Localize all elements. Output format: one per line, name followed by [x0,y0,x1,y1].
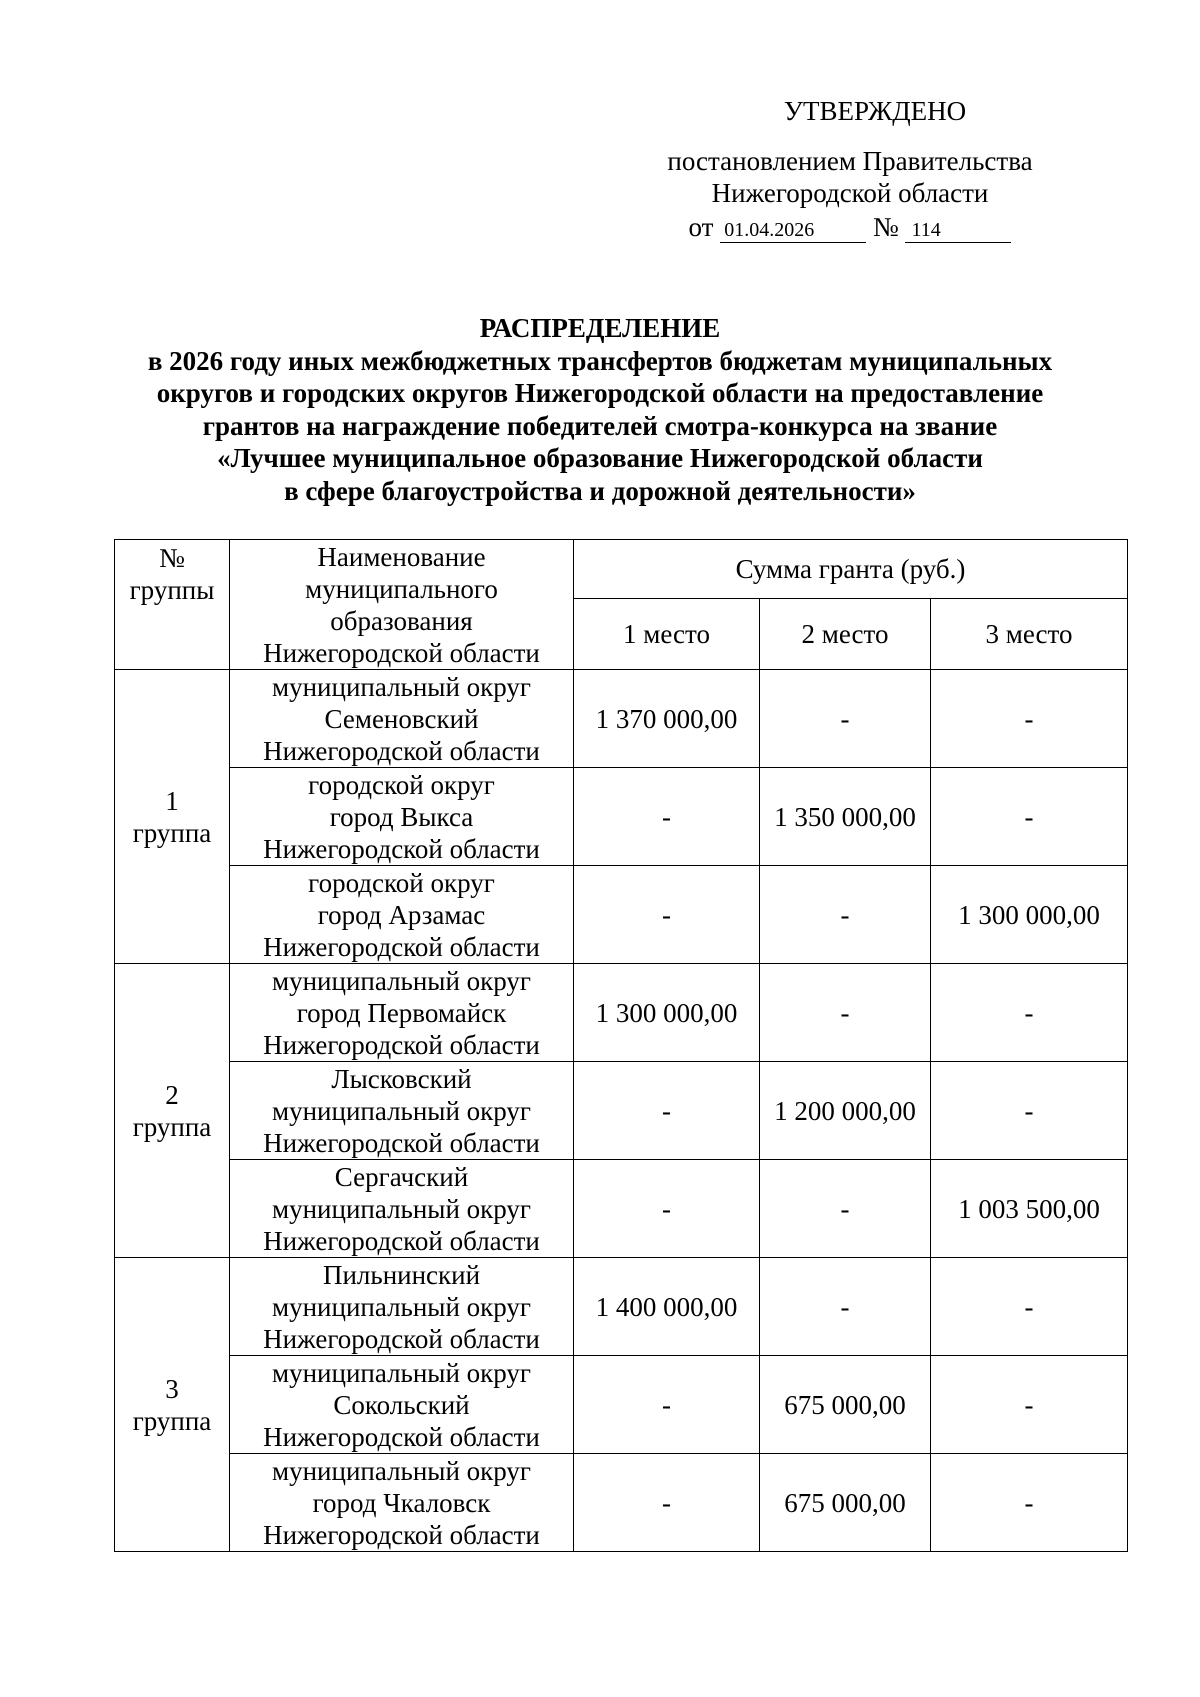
header-municipality-name: Наименование муниципального образования Нижегородской области [230,540,574,670]
table-row [115,1454,1128,1552]
number-sign: № [872,212,899,242]
date-prefix: от [688,212,714,242]
place-1-amount: 1 400 000,00 [574,1258,760,1356]
place-2-amount: - [760,964,931,1062]
table-row [115,964,1128,1062]
place-3-amount: - [931,670,1128,768]
place-3-amount: - [931,1062,1128,1160]
title-line: «Лучшее муниципальное образование Нижегородской области [217,443,983,473]
place-1-amount: - [574,1160,760,1258]
approval-number: 114 [905,218,1011,243]
place-1-amount: 1 370 000,00 [574,670,760,768]
group-label: 1 группа [115,670,230,964]
place-2-amount: - [760,1258,931,1356]
approved-stamp: УТВЕРЖДЕНО [783,96,967,126]
table-row [115,670,1128,768]
municipality-name: муниципальный округ Сокольский Нижегородской области [230,1356,574,1454]
place-2-amount: 1 200 000,00 [760,1062,931,1160]
municipality-name: муниципальный округ Семеновский Нижегородской области [230,670,574,768]
place-3-amount: - [931,1258,1128,1356]
place-2-amount: 675 000,00 [760,1356,931,1454]
place-1-amount: - [574,866,760,964]
grant-distribution-table [114,539,1128,1552]
municipality-name: муниципальный округ город Чкаловск Нижегородской области [230,1454,574,1552]
municipality-name: Сергачский муниципальный округ Нижегородской области [230,1160,574,1258]
header-grant-sum: Сумма гранта (руб.) [574,540,1128,599]
place-3-amount: 1 003 500,00 [931,1160,1128,1258]
approval-line-2: Нижегородской области [711,178,989,208]
place-1-amount: - [574,1356,760,1454]
place-3-amount: - [931,768,1128,866]
header-place-3: 3 место [931,599,1128,670]
header-place-1: 1 место [574,599,760,670]
place-3-amount: - [931,1356,1128,1454]
place-1-amount: 1 300 000,00 [574,964,760,1062]
table-row [115,1062,1128,1160]
title-line: РАСПРЕДЕЛЕНИЕ [479,313,721,343]
place-3-amount: 1 300 000,00 [931,866,1128,964]
table-row [115,1258,1128,1356]
municipality-name: городской округ город Арзамас Нижегородской области [230,866,574,964]
municipality-name: городской округ город Выкса Нижегородской области [230,768,574,866]
table-row [115,866,1128,964]
title-line: грантов на награждение победителей смотра-конкурса на звание [202,410,998,441]
place-2-amount: 1 350 000,00 [760,768,931,866]
place-2-amount: - [760,866,931,964]
municipality-name: Пильнинский муниципальный округ Нижегородской области [230,1258,574,1356]
group-label: 2 группа [115,964,230,1258]
approval-date-line [600,211,1100,243]
place-3-amount: - [931,964,1128,1062]
approval-block [600,95,1100,243]
place-1-amount: - [574,1062,760,1160]
title-line: округов и городских округов Нижегородской области на предоставление [156,378,1044,408]
place-2-amount: - [760,1160,931,1258]
table-row [115,768,1128,866]
municipality-name: муниципальный округ город Первомайск Нижегородской области [230,964,574,1062]
title-line: в 2026 году иных межбюджетных трансфертов бюджетам муниципальных [147,345,1053,376]
place-2-amount: 675 000,00 [760,1454,931,1552]
municipality-name: Лысковский муниципальный округ Нижегородской области [230,1062,574,1160]
place-2-amount: - [760,670,931,768]
place-3-amount: - [931,1454,1128,1552]
document-title [80,312,1120,507]
header-place-2: 2 место [760,599,931,670]
group-label: 3 группа [115,1258,230,1552]
place-1-amount: - [574,768,760,866]
header-group-number: № группы [115,540,230,670]
table-row [115,1160,1128,1258]
approval-line-1: постановлением Правительства [667,146,1033,176]
table-row [115,1356,1128,1454]
title-line: в сфере благоустройства и дорожной деятельности» [284,475,916,506]
place-1-amount: - [574,1454,760,1552]
approval-date: 01.04.2026 [720,218,866,243]
